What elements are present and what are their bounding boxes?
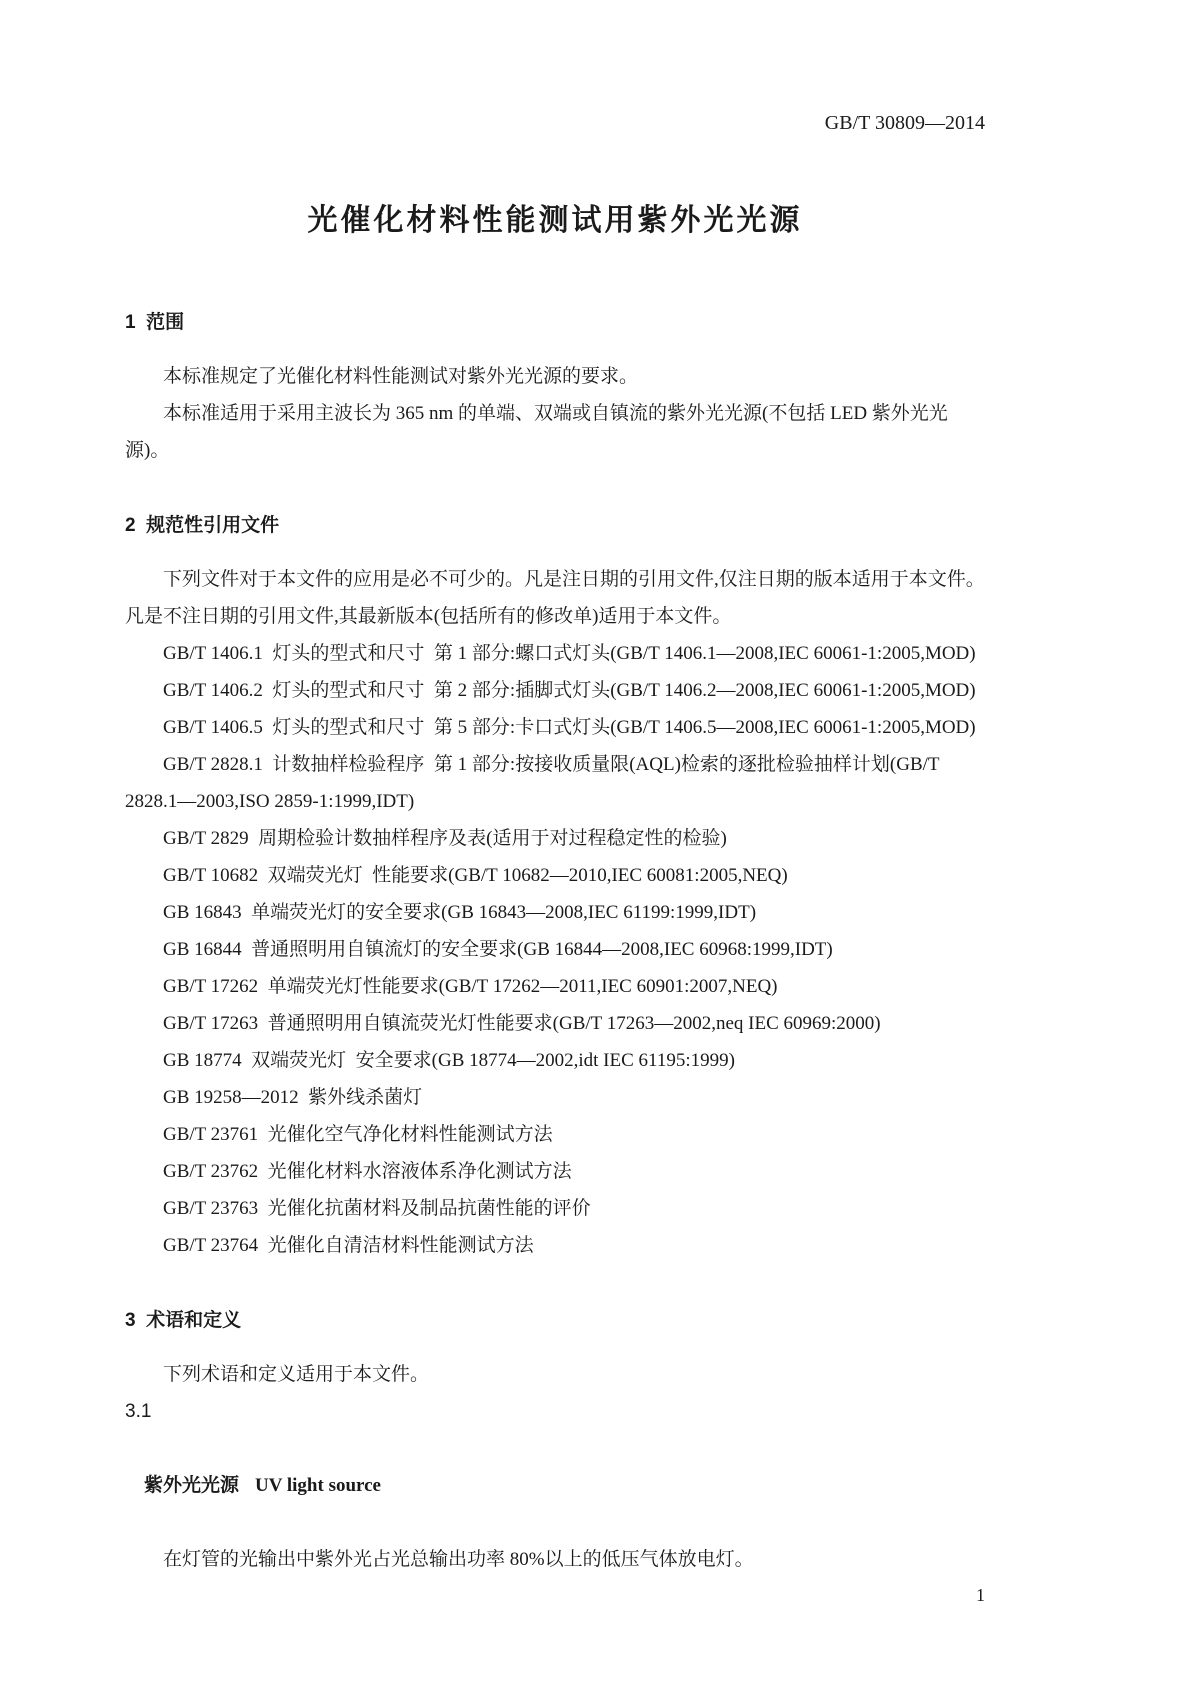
reference-item: GB/T 2829 周期检验计数抽样程序及表(适用于对过程稳定性的检验) (163, 828, 727, 849)
page-number: 1 (976, 1585, 985, 1605)
reference-item: GB/T 17262 单端荧光灯性能要求(GB/T 17262—2011,IEC 60901:2007,NEQ) (163, 976, 778, 997)
section-2-heading: 2 规范性引用文件 (125, 515, 280, 536)
paragraph-scope-1: 本标准规定了光催化材料性能测试对紫外光光源的要求。 (163, 366, 639, 387)
reference-item: GB/T 23761 光催化空气净化材料性能测试方法 (163, 1124, 553, 1145)
term-name-en: UV light source (255, 1475, 381, 1496)
reference-item: GB/T 23762 光催化材料水溶液体系净化测试方法 (163, 1161, 572, 1182)
paragraph-terms-intro: 下列术语和定义适用于本文件。 (163, 1364, 430, 1385)
reference-item: GB/T 1406.5 灯头的型式和尺寸 第 5 部分:卡口式灯头(GB/T 1406.5—2008,IEC 60061-1:2005,MOD) (163, 717, 976, 738)
reference-item: GB 19258—2012 紫外线杀菌灯 (163, 1087, 423, 1108)
reference-item: GB/T 2828.1 计数抽样检验程序 第 1 部分:按接收质量限(AQL)检索的逐批检验抽样计划(GB/T 2828.1—2003,ISO 2859-1:1999,IDT) (125, 754, 944, 812)
term-clause-number: 3.1 (125, 1401, 152, 1422)
reference-item: GB/T 23763 光催化抗菌材料及制品抗菌性能的评价 (163, 1198, 591, 1219)
reference-item: GB 18774 双端荧光灯 安全要求(GB 18774—2002,idt IEC 61195:1999) (163, 1050, 735, 1071)
reference-item: GB 16843 单端荧光灯的安全要求(GB 16843—2008,IEC 61199:1999,IDT) (163, 902, 757, 923)
term-definition: 在灯管的光输出中紫外光占光总输出功率 80%以上的低压气体放电灯。 (163, 1549, 754, 1570)
doc-code: GB/T 30809—2014 (824, 112, 985, 134)
reference-item: GB/T 1406.2 灯头的型式和尺寸 第 2 部分:插脚式灯头(GB/T 1406.2—2008,IEC 60061-1:2005,MOD) (163, 680, 976, 701)
reference-item: GB 16844 普通照明用自镇流灯的安全要求(GB 16844—2008,IEC 60968:1999,IDT) (163, 939, 833, 960)
term-name-zh: 紫外光光源 (144, 1475, 240, 1496)
section-3-heading: 3 术语和定义 (125, 1310, 242, 1331)
reference-item: GB/T 17263 普通照明用自镇流荧光灯性能要求(GB/T 17263—2002,neq IEC 60969:2000) (163, 1013, 881, 1034)
reference-item: GB/T 1406.1 灯头的型式和尺寸 第 1 部分:螺口式灯头(GB/T 1406.1—2008,IEC 60061-1:2005,MOD) (163, 643, 976, 664)
section-1-heading: 1 范围 (125, 312, 185, 333)
paragraph-scope-2: 本标准适用于采用主波长为 365 nm 的单端、双端或自镇流的紫外光光源(不包括 LED 紫外光光源)。 (125, 403, 948, 461)
reference-item: GB/T 10682 双端荧光灯 性能要求(GB/T 10682—2010,IEC 60081:2005,NEQ) (163, 865, 788, 886)
reference-item: GB/T 23764 光催化自清洁材料性能测试方法 (163, 1235, 534, 1256)
term-heading (125, 1430, 985, 1541)
doc-title: 光催化材料性能测试用紫外光光源 (307, 204, 803, 237)
paragraph-references-intro: 下列文件对于本文件的应用是必不可少的。凡是注日期的引用文件,仅注日期的版本适用于本文件。凡是不注日期的引用文件,其最新版本(包括所有的修改单)适用于本文件。 (125, 569, 985, 627)
